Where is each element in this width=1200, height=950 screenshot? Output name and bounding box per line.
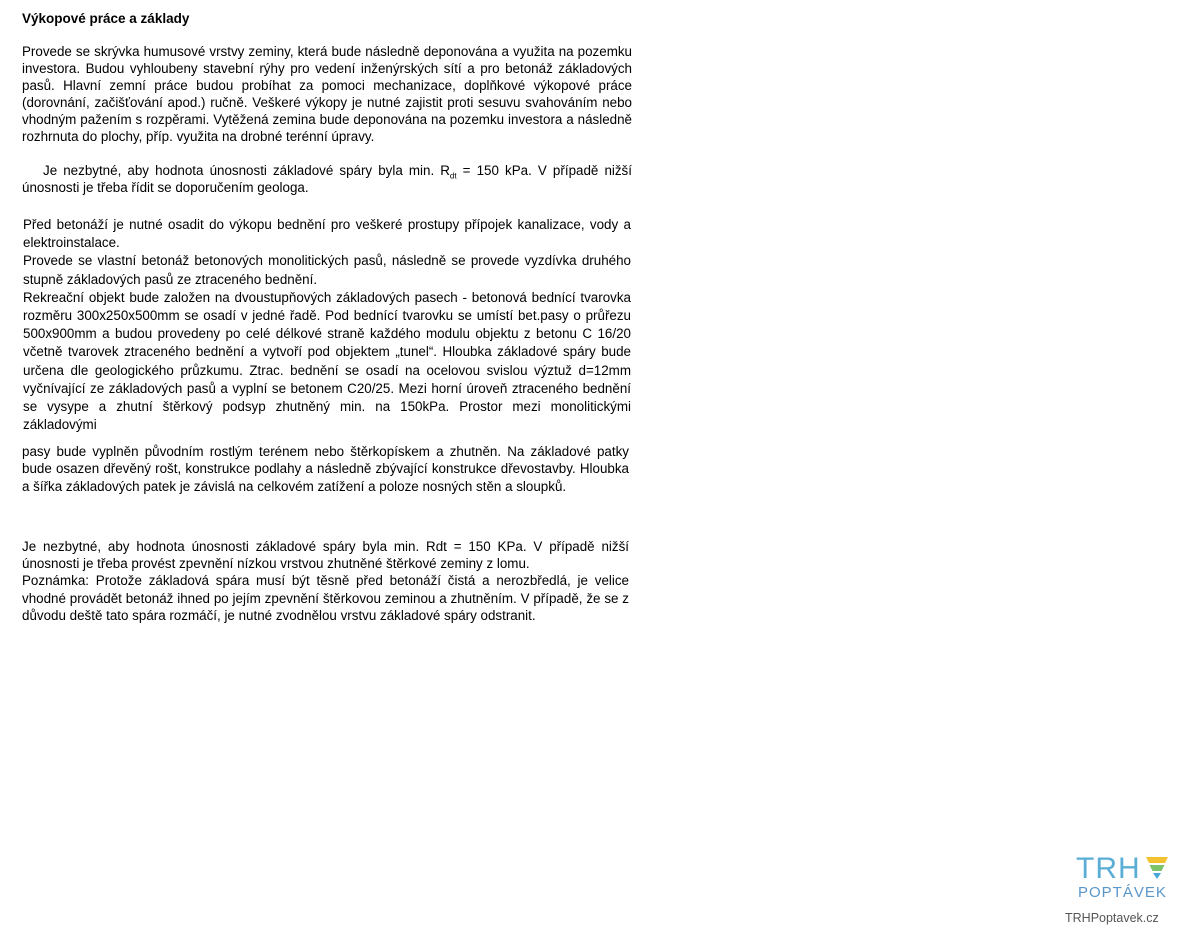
foundations-line-2: Provede se vlastní betonáž betonových monolitických pasů, následně se provede vyzdívka druhého stupně základových pasů ze ztraceného bednění.: [23, 253, 631, 287]
paragraph-note: [22, 538, 629, 624]
note-line-1: Je nezbytné, aby hodnota únosnosti základové spáry byla min. Rdt = 150 KPa. V případě nižší únosnosti je třeba provést zpevnění nízkou vrstvou zhutněné štěrkové zeminy z lomu.: [22, 539, 629, 572]
logo-poptavek-text: POPTÁVEK: [1078, 884, 1167, 901]
paragraph-foundations: [23, 216, 631, 434]
paragraph-bearing-capacity: [22, 163, 632, 197]
note-line-2: Poznámka: Protože základová spára musí být těsně před betonáží čistá a nerozbředlá, je velice vhodné provádět betonáž ihned po jejím zpevnění štěrkovou zeminou a zhutněním. V případě, že se z důvodu deště tato spára rozmáčí, je nutné zvodnělou vrstvu základové spáry odstranit.: [22, 573, 629, 623]
funnel-middle-band: [1150, 865, 1165, 871]
bearing-text-start: Je nezbytné, aby hodnota únosnosti základové spáry byla min. R: [43, 163, 450, 178]
funnel-top-band: [1146, 857, 1168, 863]
funnel-bottom-band: [1153, 873, 1161, 879]
trh-poptavek-logo: [1062, 852, 1188, 932]
paragraph-excavation: Provede se skrývka humusové vrstvy zeminy, která bude následně deponována a využita na pozemku investora. Budou vyhloubeny stavební rýhy pro vedení inženýrských sítí a pro betonáž základových pasů. Hlavní zemní práce budou probíhat za pomoci mechanizace, doplňkové výkopové práce (dorovnání, začišťování apod.) ručně. Veškeré výkopy je nutné zajistit proti sesuvu svahováním nebo vhodným pažením s rozpěrami. Vytěžená zemina bude deponována na pozemku investora a následně rozhrnuta do plochy, příp. využita na drobné terénní úpravy.: [22, 44, 632, 144]
bearing-subscript: dt: [449, 171, 457, 181]
logo-url-text: TRHPoptavek.cz: [1065, 911, 1159, 925]
paragraph-fill-and-frame: pasy bude vyplněn původním rostlým terénem nebo štěrkopískem a zhutněn. Na základové patky bude osazen dřevěný rošt, konstrukce podlahy a následně zbývající konstrukce dřevostavby. Hloubka a šířka základových patek je závislá na celkovém zatížení a poloze nosných stěn a sloupků.: [22, 444, 629, 494]
funnel-icon: [1146, 857, 1168, 879]
foundations-line-1: Před betonáží je nutné osadit do výkopu bednění pro veškeré prostupy přípojek kanalizace, vody a elektroinstalace.: [23, 217, 631, 251]
logo-trh-text: TRH: [1076, 852, 1141, 885]
section-heading: Výkopové práce a základy: [22, 11, 190, 26]
bearing-text-end: = 150 kPa. V případě nižší únosnosti je třeba řídit se doporučením geologa.: [22, 163, 632, 195]
foundations-line-3: Rekreační objekt bude založen na dvoustupňových základových pasech - betonová bednící tvarovka rozměru 300x250x500mm se osadí v jedné řadě. Pod bednící tvarovku se umístí bet.pasy o průřezu 500x900mm a budou provedeny po celé délkové straně každého modulu objektu z betonu C 16/20 včetně tvarovek ztraceného bednění a vytvoří pod objektem „tunel“. Hloubka základové spáry bude určena dle geologického průzkumu. Ztrac. bednění se osadí na ocelovou svislou výztuž d=12mm vyčnívající ze základových pasů a vyplní se betonem C20/25. Mezi horní úroveň ztraceného bednění se vysype a zhutní štěrkový podsyp zhutněný min. na 150kPa. Prostor mezi monolitickými základovými: [23, 289, 631, 433]
